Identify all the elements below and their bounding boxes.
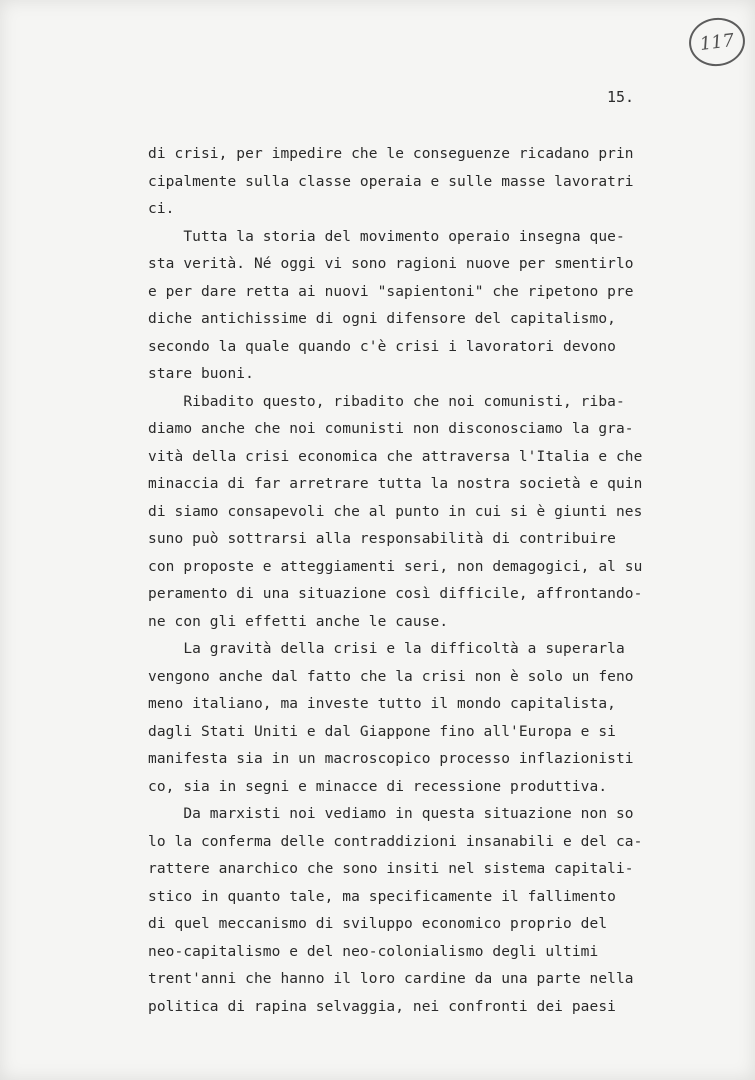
text-line: dagli Stati Uniti e dal Giappone fino all'Europa e si <box>148 723 616 740</box>
text-line: lo la conferma delle contraddizioni insanabili e del ca- <box>148 833 643 850</box>
text-line: diamo anche che noi comunisti non disconosciamo la gra- <box>148 421 634 437</box>
text-line: manifesta sia in un macroscopico processo inflazionisti <box>148 751 634 767</box>
text-line: co, sia in segni e minacce di recessione produttiva. <box>148 778 608 795</box>
document-body <box>148 141 688 1021</box>
text-line: diche antichissime di ogni difensore del capitalismo, <box>148 311 616 327</box>
text-line: Tutta la storia del movimento operaio insegna que- <box>148 228 625 245</box>
text-line: stico in quanto tale, ma specificamente il fallimento <box>148 888 616 905</box>
text-line: suno può sottrarsi alla responsabilità di contribuire <box>148 531 616 547</box>
text-line: Ribadito questo, ribadito che noi comunisti, riba- <box>148 393 625 410</box>
text-line: ci. <box>148 201 175 217</box>
page-number: 15. <box>607 88 635 106</box>
text-line: vità della crisi economica che attraversa l'Italia e che <box>148 448 643 465</box>
text-line: La gravità della crisi e la difficoltà a superarla <box>148 641 625 657</box>
text-line: meno italiano, ma investe tutto il mondo capitalista, <box>148 696 616 712</box>
text-line: di quel meccanismo di sviluppo economico proprio del <box>148 916 608 932</box>
text-line: stare buoni. <box>148 366 254 382</box>
text-line: vengono anche dal fatto che la crisi non è solo un feno <box>148 668 634 685</box>
text-line: Da marxisti noi vediamo in questa situazione non so <box>148 806 634 822</box>
text-line: rattere anarchico che sono insiti nel sistema capitali- <box>148 861 634 877</box>
archive-page-stamp <box>686 15 747 69</box>
text-line: minaccia di far arretrare tutta la nostra società e quin <box>148 476 643 492</box>
text-line: politica di rapina selvaggia, nei confronti dei paesi <box>148 998 616 1015</box>
text-line: e per dare retta ai nuovi "sapientoni" che ripetono pre <box>148 283 634 300</box>
text-line: sta verità. Né oggi vi sono ragioni nuove per smentirlo <box>148 256 634 272</box>
text-line: ne con gli effetti anche le cause. <box>148 613 449 630</box>
text-line: secondo la quale quando c'è crisi i lavoratori devono <box>148 338 616 355</box>
text-line: con proposte e atteggiamenti seri, non demagogici, al su <box>148 558 643 575</box>
text-line: di crisi, per impedire che le conseguenze ricadano prin <box>148 146 634 162</box>
text-line: cipalmente sulla classe operaia e sulle masse lavoratri <box>148 173 634 190</box>
text-line: trent'anni che hanno il loro cardine da una parte nella <box>148 971 634 987</box>
text-line: neo-capitalismo e del neo-colonialismo degli ultimi <box>148 943 599 960</box>
text-line: di siamo consapevoli che al punto in cui si è giunti nes <box>148 503 643 520</box>
stamp-number: 117 <box>698 29 736 55</box>
text-line: peramento di una situazione così difficile, affrontando- <box>148 586 643 602</box>
